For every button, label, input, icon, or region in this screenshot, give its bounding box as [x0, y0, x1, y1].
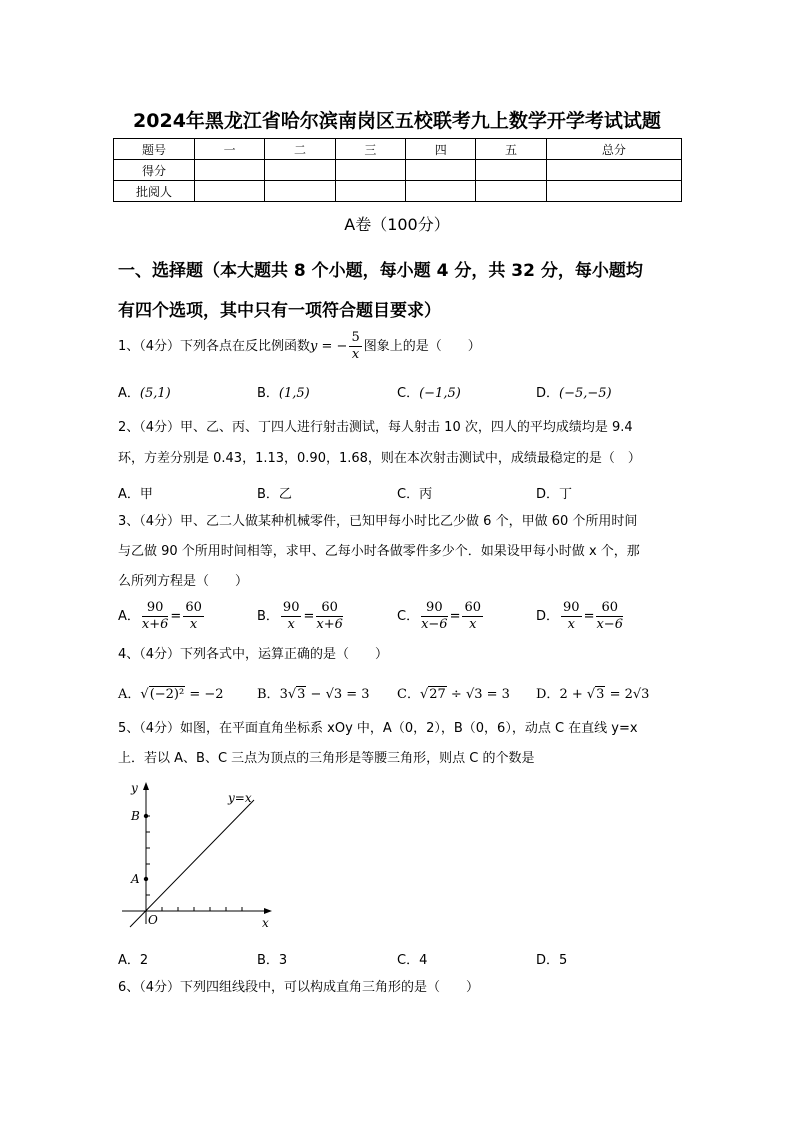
- score-cell: [546, 181, 681, 202]
- option-label: A．: [118, 386, 140, 401]
- score-table-row: [114, 160, 682, 181]
- score-table-row: [114, 181, 682, 202]
- option-a[interactable]: [118, 483, 153, 502]
- option-label: D．: [536, 487, 560, 502]
- score-cell: [406, 181, 476, 202]
- option-label: B．: [257, 386, 279, 401]
- question-1-suffix: 图象上的是（ ）: [363, 339, 481, 354]
- fraction-denominator: x: [351, 347, 360, 362]
- question-2-line2: 环，方差分别是 0.43，1.13，0.90，1.68，则在本次射击测试中，成绩最稳定的是（ ）: [118, 451, 641, 466]
- option-suffix: = −2: [185, 687, 224, 702]
- option-a[interactable]: [118, 382, 171, 401]
- option-value: (−5,−5): [559, 386, 612, 401]
- score-row-label: 得分: [114, 160, 195, 181]
- score-cell: [335, 160, 405, 181]
- y-axis-arrow: [143, 782, 149, 790]
- score-cell: [195, 160, 265, 181]
- question-1-function-lhs: y = −: [310, 339, 348, 354]
- fraction-numerator: 60: [316, 600, 343, 617]
- score-header-cell: 题号: [114, 139, 195, 160]
- fraction-numerator: 90: [421, 600, 448, 617]
- option-label: B．: [257, 953, 279, 968]
- option-d[interactable]: [536, 949, 567, 968]
- option-label: C．: [397, 487, 420, 502]
- page-title: 2024年黑龙江省哈尔滨南岗区五校联考九上数学开学考试试题: [133, 110, 661, 132]
- option-c[interactable]: [397, 483, 432, 502]
- option-b[interactable]: [257, 949, 287, 968]
- coordinate-figure: [118, 780, 278, 930]
- option-label: B．: [257, 687, 280, 702]
- option-b[interactable]: [257, 483, 292, 502]
- option-d[interactable]: [536, 483, 572, 502]
- option-label: A．: [118, 953, 140, 968]
- question-3-line1: 3、（4分）甲、乙二人做某种机械零件，已知甲每小时比乙少做 6 个，甲做 60 个所用时间: [118, 514, 638, 529]
- option-label: D．: [536, 386, 560, 401]
- question-6: 6、（4分）下列四组线段中，可以构成直角三角形的是（ ）: [118, 980, 480, 995]
- fraction-numerator: 60: [596, 600, 623, 617]
- question-3-line3: 么所列方程是（ ）: [118, 574, 249, 589]
- score-table-header-row: [114, 139, 682, 160]
- score-cell: [335, 181, 405, 202]
- point-b: [144, 814, 148, 818]
- option-b[interactable]: [257, 382, 310, 401]
- fraction-left: [142, 600, 169, 633]
- option-value: 3: [278, 953, 288, 968]
- score-header-cell: 二: [265, 139, 335, 160]
- option-label: C．: [397, 687, 420, 702]
- fraction-numerator: 5: [351, 330, 360, 345]
- fraction-denominator: x: [287, 617, 295, 632]
- option-suffix: = 2√3: [605, 687, 650, 702]
- fraction-denominator: x−6: [596, 617, 623, 632]
- score-cell: [265, 181, 335, 202]
- option-label: B．: [257, 487, 279, 502]
- fraction-right: [596, 600, 623, 633]
- question-5-line2: 上．若以 A、B、C 三点为顶点的三角形是等腰三角形，则点 C 的个数是: [118, 751, 535, 766]
- x-axis-ticks: [162, 907, 242, 911]
- option-label: A．: [118, 487, 140, 502]
- fraction-right: [462, 600, 483, 633]
- radicand: 3: [596, 687, 605, 702]
- option-label: C．: [397, 953, 420, 968]
- x-axis-label: x: [262, 916, 269, 930]
- fraction-left: [281, 600, 302, 633]
- option-suffix: − √3 = 3: [306, 687, 370, 702]
- fraction-left: [421, 600, 448, 633]
- score-header-cell: 三: [335, 139, 405, 160]
- option-c[interactable]: [397, 382, 461, 401]
- radicand: 3: [297, 687, 306, 702]
- option-d[interactable]: D． $\frac{90}{x}$ = $\frac{60}{x-6}$: [536, 600, 623, 632]
- option-a[interactable]: A．√(−2)² = −2: [118, 687, 224, 702]
- line-label: y=x: [228, 791, 252, 805]
- option-prefix: 2 +: [559, 687, 587, 702]
- fraction-denominator: x+6: [316, 617, 343, 632]
- score-cell: [406, 160, 476, 181]
- fraction-right: [316, 600, 343, 633]
- option-value: 2: [139, 953, 149, 968]
- fraction-denominator: x: [189, 617, 198, 632]
- fraction-denominator: x: [567, 617, 575, 632]
- fraction-denominator: x+6: [141, 617, 169, 632]
- section-a-heading: A卷（100分）: [344, 215, 450, 234]
- question-4: 4、（4分）下列各式中，运算正确的是（ ）: [118, 647, 389, 662]
- question-3-line2: 与乙做 90 个所用时间相等，求甲、乙每小时各做零件多少个．如果设甲每小时做 x 个，那: [118, 544, 640, 559]
- score-cell: [195, 181, 265, 202]
- option-c[interactable]: C．√27 ÷ √3 = 3: [397, 687, 510, 702]
- score-table: [113, 138, 682, 202]
- option-d[interactable]: D．2 + √3 = 2√3: [536, 687, 650, 702]
- question-1-prefix: 1、（4分）下列各点在反比例函数: [118, 339, 311, 354]
- option-label: C．: [397, 386, 420, 401]
- option-label: D．: [536, 953, 560, 968]
- score-cell: [265, 160, 335, 181]
- option-c[interactable]: [397, 949, 427, 968]
- fraction-numerator: 60: [185, 600, 202, 615]
- question-1: [118, 330, 688, 363]
- score-cell: [476, 181, 546, 202]
- fraction-numerator: 90: [282, 600, 300, 615]
- fraction-denominator: x−6: [421, 617, 448, 632]
- question-2-line1: 2、（4分）甲、乙、丙、丁四人进行射击测试，每人射击 10 次，四人的平均成绩均是 9.4: [118, 420, 633, 435]
- origin-label: O: [148, 913, 158, 927]
- score-cell: [476, 160, 546, 181]
- score-header-cell: 五: [476, 139, 546, 160]
- question-1-fraction: [349, 330, 361, 363]
- option-a[interactable]: A． $\frac{90}{x+6}$ = $\frac{60}{x}$: [118, 600, 202, 632]
- option-label: D．: [536, 609, 560, 624]
- score-header-cell: 总分: [546, 139, 681, 160]
- score-header-cell: 四: [406, 139, 476, 160]
- fraction-numerator: 60: [464, 600, 482, 615]
- point-a: [144, 877, 148, 881]
- section-one-heading-line2: 有四个选项，其中只有一项符合题目要求）: [118, 301, 441, 321]
- fraction-right: [183, 600, 204, 633]
- option-d[interactable]: [536, 382, 612, 401]
- section-one-heading-line1: 一、选择题（本大题共 8 个小题，每小题 4 分，共 32 分，每小题均: [118, 261, 643, 281]
- option-value: 丁: [559, 487, 573, 502]
- x-axis-arrow: [264, 908, 272, 914]
- option-b[interactable]: B．3√3 − √3 = 3: [257, 687, 370, 702]
- y-axis-label: y: [131, 781, 138, 795]
- score-header-cell: 一: [195, 139, 265, 160]
- option-label: B．: [257, 609, 279, 624]
- option-value: (5,1): [139, 386, 171, 401]
- option-label: A．: [118, 609, 140, 624]
- option-a[interactable]: [118, 949, 148, 968]
- option-value: (1,5): [278, 386, 310, 401]
- option-value: (−1,5): [419, 386, 461, 401]
- point-b-label: B: [131, 809, 140, 823]
- option-suffix: ÷ √3 = 3: [446, 687, 510, 702]
- question-5-line1: 5、（4分）如图，在平面直角坐标系 xOy 中，A（0，2），B（0，6），动点 C 在直线 y=x: [118, 721, 638, 736]
- option-label: A．: [118, 687, 141, 702]
- option-value: 5: [559, 953, 568, 968]
- option-value: 丙: [419, 487, 433, 502]
- option-c[interactable]: C． $\frac{90}{x-6}$ = $\frac{60}{x}$: [397, 600, 482, 632]
- option-value: 乙: [278, 487, 292, 502]
- option-label: C．: [397, 609, 420, 624]
- option-value: 甲: [139, 487, 153, 502]
- point-a-label: A: [131, 872, 140, 886]
- y-axis-ticks: [146, 816, 150, 895]
- option-label: D．: [536, 687, 560, 702]
- fraction-numerator: 90: [563, 600, 580, 615]
- option-b[interactable]: B． $\frac{90}{x}$ = $\frac{60}{x+6}$: [257, 600, 343, 632]
- radicand: 27: [429, 687, 446, 702]
- fraction-left: [561, 600, 582, 633]
- fraction-numerator: 90: [142, 600, 169, 617]
- option-value: 4: [419, 953, 428, 968]
- score-row-label: 批阅人: [114, 181, 195, 202]
- fraction-denominator: x: [469, 617, 477, 632]
- option-prefix: 3: [279, 687, 288, 702]
- radicand: (−2)²: [149, 687, 185, 702]
- score-cell: [546, 160, 681, 181]
